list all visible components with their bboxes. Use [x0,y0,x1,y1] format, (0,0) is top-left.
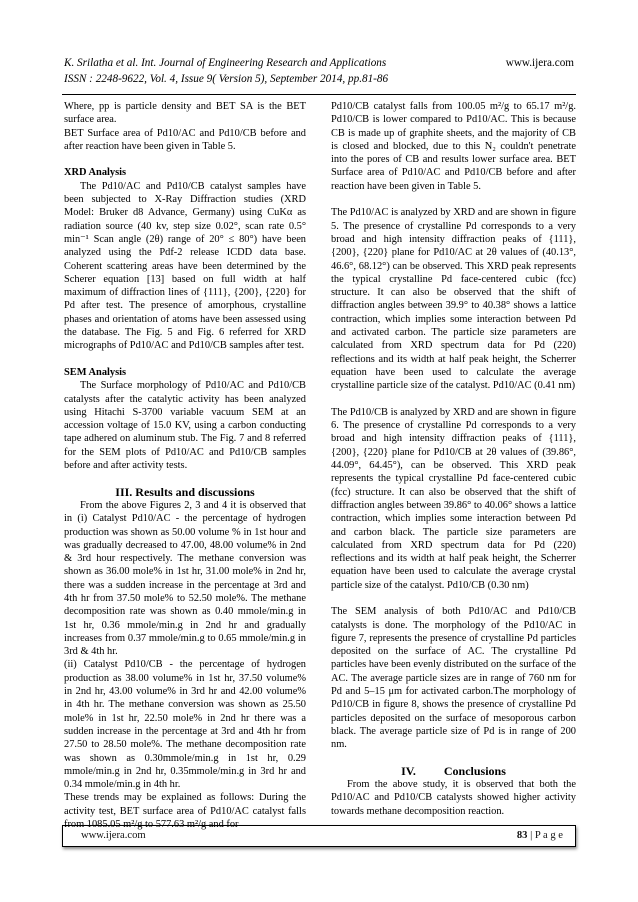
xrd-paragraph: The Pd10/AC and Pd10/CB catalyst samples have been subjected to X-Ray Diffraction studies (XRD Model: Bruker d8 Advance, Germany) using CuKα as radiation source (40 kv, step size 0.02°, scan rate 0.5° min⁻¹ Scan angle (2θ) range of 20° ≤ 80°) have been analyzed using the Pdf-2 release ICDD data base. Coherent scattering areas have been determined by the Scherer equation [13] based on full width at half maximum of diffraction lines of {111}, {200}, {220} for Pd after test. The presence of amorphous, crystalline phases and orientation of atoms have been assessed using the database. The Fig. 5 and Fig. 6 referred for XRD micrographs of Pd10/AC and Pd10/CB samples after test. [64,180,306,352]
conclusions-heading [331,765,576,778]
results-paragraph: These trends may be explained as follows: During the activity test, BET surface area of Pd10/AC catalyst falls from 1085.05 m²/g to 577.63 m²/g and for [64,792,306,831]
header-site-link[interactable]: www.ijera.com [505,57,574,69]
page-number [517,826,563,846]
journal-issn: ISSN : 2248-9622, Vol. 4, Issue 9( Version 5), September 2014, pp.81-86 [64,73,389,85]
right-column [331,100,576,818]
sem-heading: SEM Analysis [64,366,127,378]
conclusions-paragraph: From the above study, it is observed that both the Pd10/AC and Pd10/CB catalysts showed higher activity towards methane decomposition reaction. [331,779,576,817]
paragraph: Pd10/CB catalyst falls from 100.05 m²/g to 65.17 m²/g. Pd10/CB is lower compared to Pd10/AC. This is because CB is made up of graphite sheets, and the majority of CB is closed and blocked, due to this N₂ couldn't penetrate into the pores of CB and results lower surface area. BET Surface area of Pd10/AC and Pd10/CB before and after reaction have been given in Table 5. [331,101,576,192]
page-num-value: 83 [516,830,528,841]
results-heading: III. Results and discussions [115,484,255,499]
page-footer [62,825,576,847]
xrd-ac-paragraph: The Pd10/AC is analyzed by XRD and are shown in figure 5. The presence of crystalline Pd corresponds to a very broad and high intensity diffraction peaks of {111}, {200}, {220} plane for Pd10/AC at 2θ values of (40.13°, 46.6°, 68.12°) can be observed. This XRD peak represents the typical crystalline Pd face-centered cubic (fcc) structure. It can also be observed that the shift of diffraction angles between 39.9° to 40.38° shows a lattice contraction, which implies some interaction between Pd and activated carbon. The particle size parameters are calculated from XRD spectrum data for Pd (220) reflections and its width at half peak height, the Scherrer equation have been used to calculate the average crystalline particle size of the catalyst. Pd10/AC (0.41 nm) [331,207,576,392]
paragraph: BET Surface area of Pd10/AC and Pd10/CB before and after reaction have been given in Table 5. [64,127,306,152]
section-title: Conclusions [443,763,506,778]
sem-paragraph: The Surface morphology of Pd10/AC and Pd10/CB catalysts after the catalytic activity has been analyzed using Hitachi S-3700 variable vacuum SEM at an accession voltage of 15.0 KV, using a carbon conducting tape adhered on aluminum stub. The Fig. 7 and 8 referred for the SEM plots of Pd10/AC and Pd10/CB samples before and after activity tests. [64,380,306,472]
left-column [64,100,306,831]
journal-citation: K. Srilatha et al. Int. Journal of Engineering Research and Applications [64,57,387,69]
section-number: IV. [401,763,416,778]
journal-header [64,55,484,87]
paragraph: Where, pp is particle density and BET SA is the BET surface area. [64,101,306,126]
xrd-cb-paragraph: The Pd10/CB is analyzed by XRD and are shown in figure 6. The presence of crystalline Pd corresponds to a very broad and high intensity diffraction peaks of {111}, {200}, {220} plane for Pd10/CB at 2θ values of (39.86°, 44.09°, 64.45°), can be observed. This XRD peak represents the typical crystalline Pd face-centered cubic (fcc) structure. It can also be observed that the shift of diffraction angles between 39.86° to 40.06° shows a lattice contraction, which implies some interaction between Pd and carbon black. The particle size parameters are calculated from XRD spectrum data for Pd (220) reflections and its width at half peak height, the Scherrer equation have been used to calculate the average crystal particle size of the catalyst. Pd10/CB (0.30 nm) [331,406,576,591]
footer-site-link[interactable]: www.ijera.com [81,830,146,841]
xrd-heading: XRD Analysis [64,167,127,179]
results-paragraph: (ii) Catalyst Pd10/CB - the percentage of hydrogen production as 38.00 volume% in 1st hr, 37.50 volume% in 2nd hr, 43.00 volume% in 3rd hr and 42.00 volume% in 4th hr. The methane conversion was shown as 25.50 mole% in 1st hr, 22.50 mole% in 2nd hr there was a sudden increase in the percentage at 3rd and 4th hr from 27.50 to 28.50 mole%. The methane decomposition rate was shown as 0.30mmole/min.g in 1st hr, 0.29 mmole/min.g in 2nd hr, 0.35mmole/min.g in 3rd hr and 0.34 mmole/min.g in 4th hr. [64,659,306,791]
page-label: | P a g e [530,830,563,841]
sem-results-paragraph: The SEM analysis of both Pd10/AC and Pd10/CB catalysts is done. The morphology of the Pd10/AC in figure 7, represents the presence of crystalline Pd particles deposited on the surface of AC. The crystalline Pd particles have been evenly distributed on the surface of the AC. The average particle sizes are in range of 760 nm for Pd and 5–15 μm for activated carbon.The morphology of Pd10/CB in figure 8, shows the presence of crystalline Pd particles deposited on the surface of mesoporous carbon black. The average particle size of Pd is in range of 200 nm. [331,606,576,751]
results-paragraph: From the above Figures 2, 3 and 4 it is observed that in (i) Catalyst Pd10/AC - the percentage of hydrogen production was shown as 50.00 volume % in 1st hour and was gradually decreased to 47.00, 48.00 volume% in 2nd & 3rd hour respectively. The methane conversion was shown as 36.00 mole% in 1st hr, 31.00 mole% in 2nd hr, there was a sudden increase in the percentage at 3rd and 4th hr from 37.50 mole% to 52.50 mole%. The methane decomposition rate was shown as 0.40 mmole/min.g in 1st hr, 0.36 mmole/min.g in 2nd hr and gradually increases from 0.37 mmole/min.g to 0.65 mmole/min.g in 3rd & 4th hr. [64,499,306,658]
header-divider [62,94,576,95]
